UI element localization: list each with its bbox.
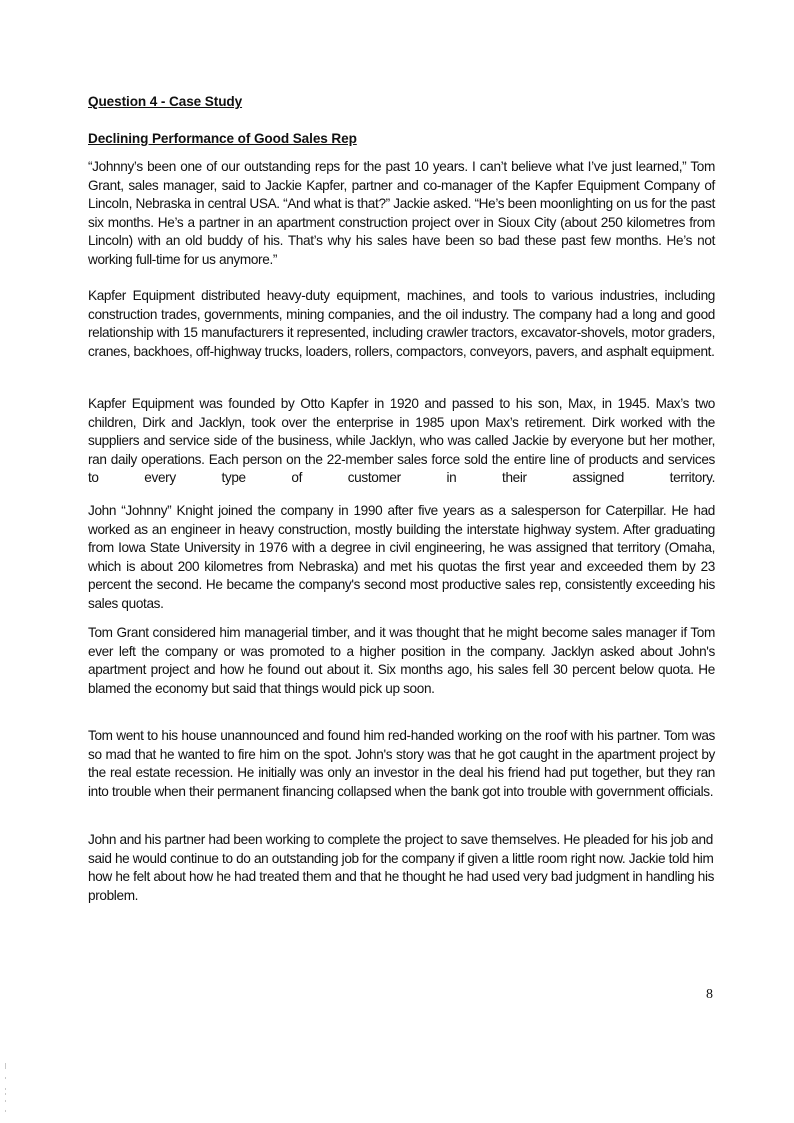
page-number: 8	[706, 987, 713, 1002]
paragraph-company-history: Kapfer Equipment was founded by Otto Kapfer in 1920 and passed to his son, Max, in 1945. Max’s two children, Dirk and Jacklyn, took over the enterprise in 1985 upon Max’s retirement. Dirk worked with the suppliers and service side of the business, while Jacklyn, who was called Jackie by everyone but her mother, ran daily operations. Each person on the 22-member sales force sold the entire line of products and services to every type of customer in their assigned territory.	[88, 396, 715, 486]
paragraph-dialogue: “Johnny’s been one of our outstanding reps for the past 10 years. I can’t believe what I’ve just learned,” Tom Grant, sales manager, said to Jackie Kapfer, partner and co-manager of the Kapfer Equipment Company of Lincoln, Nebraska in central USA. “And what is that?” Jackie asked. “He’s been moonlighting on us for the past six months. He’s a partner in an apartment construction project over in Sioux City (about 250 kilometres from Lincoln) with an old buddy of his. That’s why his sales have been so bad these past few months. He’s not working full-time for us anymore.”	[88, 159, 715, 267]
paragraph-johnny-background: John “Johnny” Knight joined the company in 1990 after five years as a salesperson for Caterpillar. He had worked as an engineer in heavy construction, mostly building the interstate highway system. After graduating from Iowa State University in 1976 with a degree in civil engineering, he was assigned that territory (Omaha, which is about 200 kilometres from Nebraska) and met his quotas the first year and exceeded them by 23 percent the second. He became the company's second most productive sales rep, consistently exceeding his sales quotas.	[88, 503, 715, 611]
scan-artifact	[5, 1100, 6, 1102]
paragraph-red-handed: Tom went to his house unannounced and found him red-handed working on the roof with his partner. Tom was so mad that he wanted to fire him on the spot. John's story was that he got caught in the apartment project by the real estate recession. He initially was only an investor in the deal his friend had put together, but they ran into trouble when their permanent financing collapsed when the bank got into trouble with government officials.	[88, 728, 715, 799]
question-heading: Question 4 - Case Study	[88, 94, 243, 109]
paragraph-company-products: Kapfer Equipment distributed heavy-duty equipment, machines, and tools to various industries, including construction trades, governments, mining companies, and the oil industry. The company had a long and good relationship with 15 manufacturers it represented, including crawler tractors, excavator-shovels, motor graders, cranes, backhoes, off-highway trucks, loaders, rollers, compactors, conveyors, pavers, and asphalt equipment.	[88, 288, 715, 359]
paragraph-pleaded: John and his partner had been working to complete the project to save themselves. He pleaded for his job and said he would continue to do an outstanding job for the company if given a little room right now. Jackie told him how he felt about how he had treated them and that he thought he had used very bad judgment in handling his problem.	[88, 832, 715, 903]
scan-artifact	[5, 1110, 6, 1112]
scan-artifact	[5, 1088, 6, 1090]
scan-artifact	[5, 1093, 6, 1095]
paragraph-managerial-timber: Tom Grant considered him managerial timber, and it was thought that he might become sales manager if Tom ever left the company or was promoted to a higher position in the company. Jacklyn asked about John's apartment project and how he found out about it. Six months ago, his sales fell 30 percent below quota. He blamed the economy but said that things would pick up soon.	[88, 625, 715, 696]
scan-artifact	[5, 1077, 6, 1079]
scan-artifact	[5, 1063, 6, 1069]
case-study-title: Declining Performance of Good Sales Rep	[88, 131, 357, 146]
